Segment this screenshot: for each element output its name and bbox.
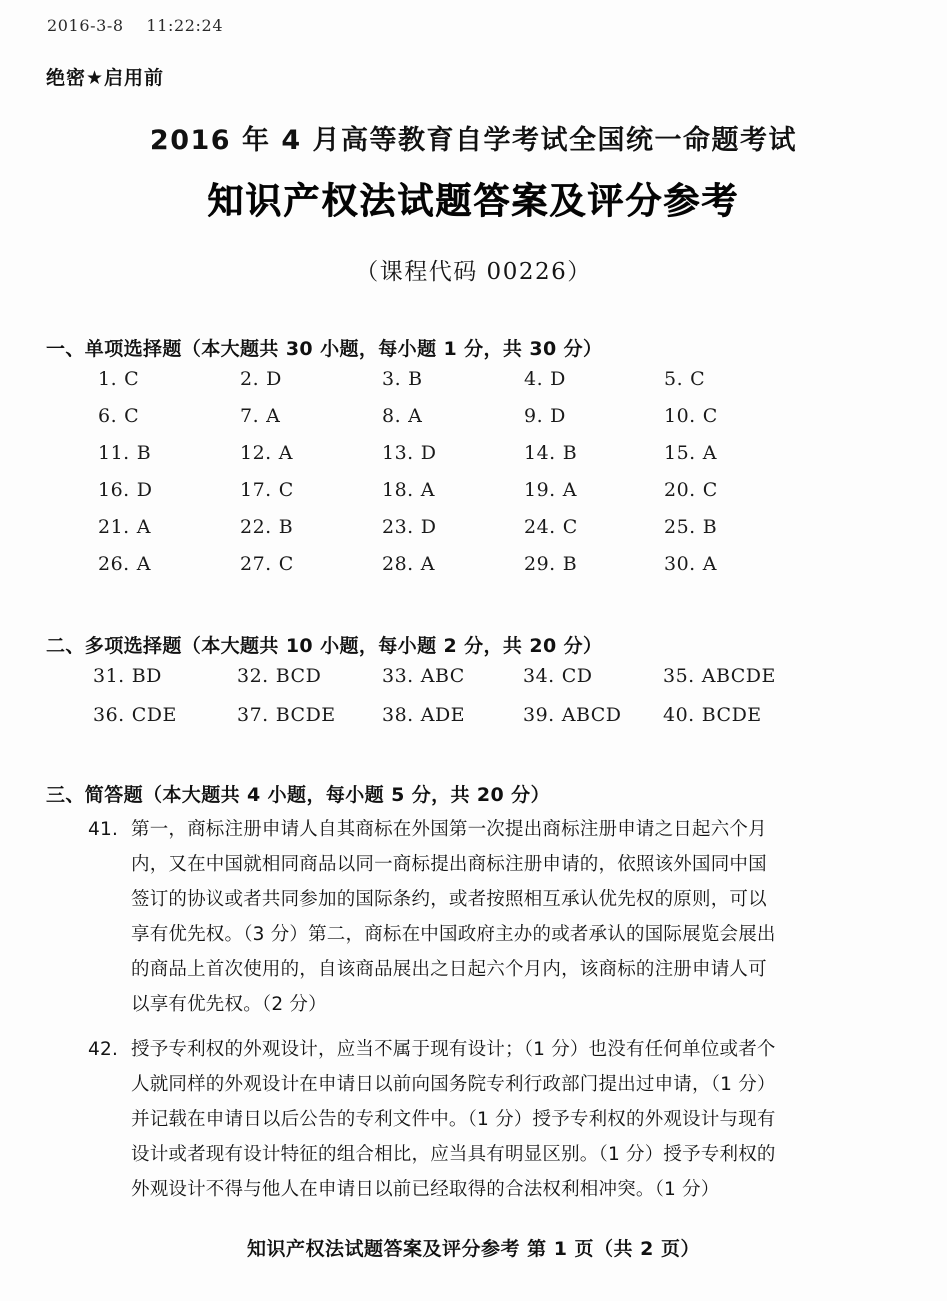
answer-value: ABCDE bbox=[701, 665, 776, 687]
short-answer-42 bbox=[0, 1032, 947, 1207]
answer-value: A bbox=[136, 553, 151, 575]
answer-number: 6. bbox=[98, 405, 118, 427]
answer-item bbox=[240, 553, 294, 575]
answer-item bbox=[382, 516, 436, 538]
answer-number: 16. bbox=[98, 479, 130, 501]
answer-number: 39. bbox=[523, 704, 555, 726]
answer-number: 19. bbox=[524, 479, 556, 501]
essay-line: 并记载在申请日以后公告的专利文件中。（1 分）授予专利权的外观设计与现有 bbox=[131, 1109, 776, 1130]
essay-line: 外观设计不得与他人在申请日以前已经取得的合法权利相冲突。（1 分） bbox=[131, 1179, 720, 1200]
answer-item bbox=[240, 479, 294, 501]
answer-item bbox=[664, 516, 717, 538]
answer-number: 30. bbox=[664, 553, 696, 575]
answer-item bbox=[524, 405, 566, 427]
answer-number: 32. bbox=[237, 665, 269, 687]
essay-line: 享有优先权。（3 分）第二，商标在中国政府主办的或者承认的国际展览会展出 bbox=[131, 924, 776, 945]
answer-value: BCDE bbox=[701, 704, 762, 726]
title-block bbox=[0, 124, 947, 286]
essay-line: 第一，商标注册申请人自其商标在外国第一次提出商标注册申请之日起六个月 bbox=[131, 819, 767, 840]
answer-item bbox=[98, 405, 139, 427]
answer-row bbox=[0, 405, 947, 442]
essay-line: 签订的协议或者共同参加的国际条约，或者按照相互承认优先权的原则，可以 bbox=[131, 889, 767, 910]
answer-item bbox=[237, 704, 336, 726]
answer-value: B bbox=[278, 516, 294, 538]
answer-value: ADE bbox=[420, 704, 466, 726]
answer-value: CDE bbox=[131, 704, 177, 726]
answer-item bbox=[524, 442, 577, 464]
section-heading-short-answer: 三、简答题（本大题共 4 小题，每小题 5 分，共 20 分） bbox=[46, 784, 550, 806]
answer-value: C bbox=[702, 405, 718, 427]
single-choice-answer-grid bbox=[0, 368, 947, 590]
answer-value: BCD bbox=[275, 665, 322, 687]
answer-number: 4. bbox=[524, 368, 544, 390]
answer-value: A bbox=[702, 553, 717, 575]
page-footer: 知识产权法试题答案及评分参考 第 1 页（共 2 页） bbox=[246, 1238, 700, 1260]
answer-value: A bbox=[420, 479, 435, 501]
section-heading-multiple-choice: 二、多项选择题（本大题共 10 小题，每小题 2 分，共 20 分） bbox=[46, 635, 603, 657]
answer-number: 7. bbox=[240, 405, 260, 427]
answer-number: 10. bbox=[664, 405, 696, 427]
answer-number: 14. bbox=[524, 442, 556, 464]
answer-value: ABC bbox=[420, 665, 465, 687]
answer-number: 37. bbox=[237, 704, 269, 726]
answer-value: C bbox=[702, 479, 718, 501]
answer-item bbox=[240, 442, 293, 464]
answer-item bbox=[382, 442, 436, 464]
answer-item bbox=[664, 442, 717, 464]
answer-value: B bbox=[562, 553, 578, 575]
answer-item bbox=[663, 704, 762, 726]
answer-number: 13. bbox=[382, 442, 414, 464]
answer-value: D bbox=[420, 442, 437, 464]
answer-item bbox=[93, 665, 162, 687]
answer-number: 18. bbox=[382, 479, 414, 501]
answer-value: A bbox=[266, 405, 281, 427]
answer-number: 8. bbox=[382, 405, 402, 427]
answer-value: C bbox=[278, 553, 294, 575]
answer-row bbox=[0, 442, 947, 479]
answer-value: BD bbox=[131, 665, 162, 687]
answer-item bbox=[382, 368, 423, 390]
essay-line: 人就同样的外观设计在申请日以前向国务院专利行政部门提出过申请，（1 分） bbox=[131, 1074, 776, 1095]
answer-item bbox=[524, 479, 577, 501]
answer-number: 34. bbox=[523, 665, 555, 687]
answer-item bbox=[382, 479, 435, 501]
answer-item bbox=[237, 665, 321, 687]
answer-item bbox=[524, 553, 577, 575]
answer-value: C bbox=[278, 479, 294, 501]
answer-value: C bbox=[124, 405, 140, 427]
answer-item bbox=[524, 368, 566, 390]
multiple-choice-answer-grid bbox=[0, 665, 947, 743]
answer-number: 5. bbox=[664, 368, 684, 390]
section-heading-single-choice: 一、单项选择题（本大题共 30 小题，每小题 1 分，共 30 分） bbox=[46, 338, 603, 360]
answer-value: C bbox=[690, 368, 706, 390]
answer-item bbox=[98, 368, 139, 390]
answer-number: 25. bbox=[664, 516, 696, 538]
answer-number: 36. bbox=[93, 704, 125, 726]
answer-item bbox=[523, 665, 593, 687]
essay-body bbox=[131, 812, 905, 1022]
answer-item bbox=[663, 665, 776, 687]
scan-timestamp: 2016-3-8 11:22:24 bbox=[47, 16, 224, 35]
answer-number: 11. bbox=[98, 442, 130, 464]
essay-line: 的商品上首次使用的，自该商品展出之日起六个月内，该商标的注册申请人可 bbox=[131, 959, 767, 980]
short-answer-41 bbox=[0, 812, 947, 1022]
answer-number: 27. bbox=[240, 553, 272, 575]
essay-answer bbox=[0, 1032, 947, 1207]
answer-number: 20. bbox=[664, 479, 696, 501]
course-code: （课程代码 00226） bbox=[355, 258, 592, 285]
answer-item bbox=[98, 516, 151, 538]
answer-item bbox=[382, 704, 465, 726]
answer-item bbox=[664, 405, 718, 427]
answer-number: 26. bbox=[98, 553, 130, 575]
answer-number: 35. bbox=[663, 665, 695, 687]
answer-number: 2. bbox=[240, 368, 260, 390]
answer-row bbox=[0, 704, 947, 743]
answer-number: 38. bbox=[382, 704, 414, 726]
answer-value: A bbox=[562, 479, 577, 501]
answer-row bbox=[0, 553, 947, 590]
essay-line: 以享有优先权。（2 分） bbox=[131, 994, 327, 1015]
answer-row bbox=[0, 479, 947, 516]
answer-value: A bbox=[136, 516, 151, 538]
answer-value: D bbox=[550, 368, 566, 390]
answer-item bbox=[98, 442, 151, 464]
answer-row bbox=[0, 368, 947, 405]
answer-row bbox=[0, 665, 947, 704]
answer-number: 29. bbox=[524, 553, 556, 575]
answer-number: 40. bbox=[663, 704, 695, 726]
essay-body bbox=[131, 1032, 905, 1207]
answer-number: 3. bbox=[382, 368, 402, 390]
answer-item bbox=[524, 516, 578, 538]
answer-value: C bbox=[562, 516, 578, 538]
answer-number: 22. bbox=[240, 516, 272, 538]
page-title: 知识产权法试题答案及评分参考 bbox=[207, 180, 740, 222]
answer-value: B bbox=[136, 442, 152, 464]
essay-line: 授予专利权的外观设计，应当不属于现有设计；（1 分）也没有任何单位或者个 bbox=[131, 1039, 776, 1060]
essay-number: 41. bbox=[88, 819, 119, 840]
answer-value: D bbox=[266, 368, 282, 390]
answer-item bbox=[382, 665, 465, 687]
answer-value: BCDE bbox=[275, 704, 336, 726]
answer-item bbox=[240, 516, 293, 538]
answer-value: B bbox=[562, 442, 578, 464]
answer-number: 33. bbox=[382, 665, 414, 687]
answer-value: A bbox=[702, 442, 717, 464]
answer-number: 15. bbox=[664, 442, 696, 464]
answer-number: 31. bbox=[93, 665, 125, 687]
essay-line: 内，又在中国就相同商品以同一商标提出商标注册申请的，依照该外国同中国 bbox=[131, 854, 767, 875]
essay-number: 42. bbox=[88, 1039, 119, 1060]
answer-item bbox=[664, 479, 718, 501]
answer-item bbox=[382, 405, 422, 427]
answer-number: 12. bbox=[240, 442, 272, 464]
secrecy-notice: 绝密★启用前 bbox=[46, 67, 165, 89]
answer-number: 23. bbox=[382, 516, 414, 538]
answer-item bbox=[382, 553, 435, 575]
answer-number: 1. bbox=[98, 368, 118, 390]
answer-value: D bbox=[420, 516, 437, 538]
answer-item bbox=[240, 368, 282, 390]
answer-number: 21. bbox=[98, 516, 130, 538]
answer-number: 28. bbox=[382, 553, 414, 575]
answer-item bbox=[664, 368, 705, 390]
answer-row bbox=[0, 516, 947, 553]
answer-number: 24. bbox=[524, 516, 556, 538]
answer-value: A bbox=[278, 442, 293, 464]
answer-value: B bbox=[408, 368, 423, 390]
answer-value: ABCD bbox=[561, 704, 622, 726]
answer-item bbox=[93, 704, 177, 726]
answer-value: A bbox=[408, 405, 423, 427]
answer-item bbox=[523, 704, 622, 726]
answer-item bbox=[98, 479, 152, 501]
exam-title-line1: 2016 年 4 月高等教育自学考试全国统一命题考试 bbox=[149, 125, 798, 156]
answer-number: 17. bbox=[240, 479, 272, 501]
answer-item bbox=[240, 405, 280, 427]
answer-item bbox=[98, 553, 151, 575]
answer-number: 9. bbox=[524, 405, 544, 427]
answer-value: D bbox=[136, 479, 153, 501]
answer-value: B bbox=[702, 516, 718, 538]
answer-value: D bbox=[550, 405, 566, 427]
answer-item bbox=[664, 553, 717, 575]
answer-value: C bbox=[124, 368, 140, 390]
essay-line: 设计或者现有设计特征的组合相比，应当具有明显区别。（1 分）授予专利权的 bbox=[131, 1144, 776, 1165]
essay-answer bbox=[0, 812, 947, 1022]
answer-value: A bbox=[420, 553, 435, 575]
answer-value: CD bbox=[561, 665, 593, 687]
